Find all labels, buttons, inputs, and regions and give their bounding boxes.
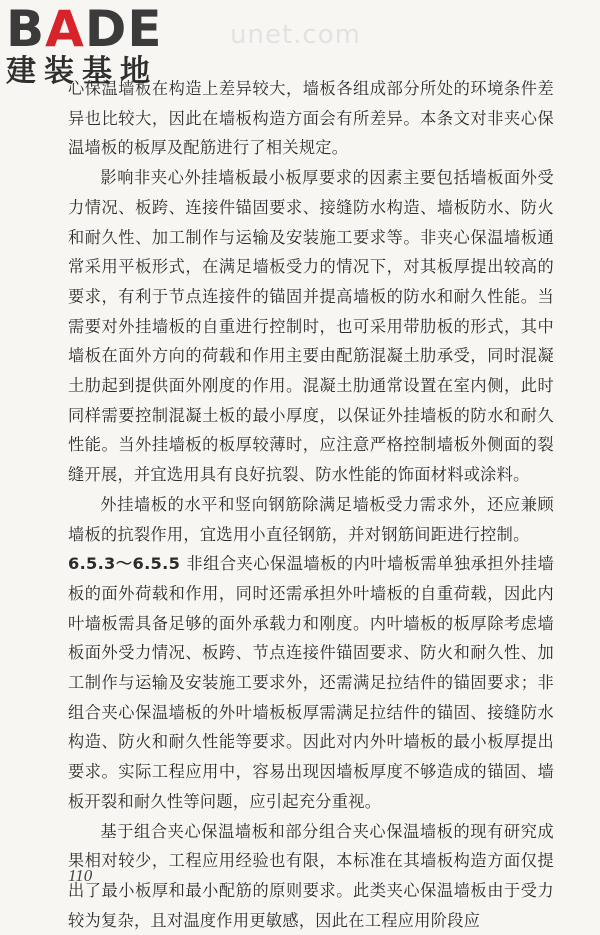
logo-letters-b: B bbox=[6, 0, 46, 58]
paragraph-composite-sandwich: 基于组合夹心保温墙板和部分组合夹心保温墙板的现有研究成果相对较少，工程应用经验也有限，本标准在其墙板构造方面仅提出了最小板厚和最小配筋的原则要求。此类夹心保温墙板由于受力较为复杂，且对温度作用更敏感，因此在工程应用阶段应 bbox=[68, 821, 554, 930]
page-number: 110 bbox=[68, 866, 93, 885]
paragraph-nonsandwich-thickness: 影响非夹心外挂墙板最小板厚要求的因素主要包括墙板面外受力情况、板跨、连接件锚固要求、接缝防水构造、墙板防水、防火和耐久性、加工制作与运输及安装施工要求等。非夹心保温墙板通常采用平板形式，在满足墙板受力的情况下，对其板厚提出较高的要求，有利于节点连接件的锚固并提高墙板的防水和耐久性能。当需要对外挂墙板的自重进行控制时，也可采用带肋板的形式，其中墙板在面外方向的荷载和作用主要由配筋混凝土肋承受，同时混凝土肋起到提供面外刚度的作用。混凝土肋通常设置在室内侧，此时同样需要控制混凝土板的最小厚度，以保证外挂墙板的防水和耐久性能。当外挂墙板的板厚较薄时，应注意严格控制墙板外侧面的裂缝开展，并宜选用具有良好抗裂、防水性能的饰面材料或涂料。 bbox=[68, 168, 554, 485]
logo-subtitle: 建装基地 bbox=[6, 54, 158, 89]
watermark-text: unet.com bbox=[230, 20, 361, 50]
clause-number: 6.5.3～6.5.5 bbox=[68, 554, 181, 574]
logo-letters-de: DE bbox=[84, 0, 163, 58]
paragraph-continuation: 心保温墙板在构造上差异较大，墙板各组成部分所处的环境条件差异也比较大，因此在墙板构造方面会有所差异。本条文对非夹心保温墙板的板厚及配筋进行了相关规定。 bbox=[68, 79, 554, 158]
clause-text: 非组合夹心保温墙板的内叶墙板需单独承担外挂墙板的面外荷载和作用，同时还需承担外叶墙板的自重荷载，因此内叶墙板需具备足够的面外承载力和刚度。内叶墙板的板厚除考虑墙板面外受力情况、板跨、节点连接件锚固要求、防火和耐久性、加工制作与运输及安装施工要求外，还需满足拉结件的锚固要求；非组合夹心保温墙板的外叶墙板板厚需满足拉结件的锚固、接缝防水构造、防火和耐久性能等要求。因此对内外叶墙板的最小板厚提出要求。实际工程应用中，容易出现因墙板厚度不够造成的锚固、墙板开裂和耐久性等问题，应引起充分重视。 bbox=[68, 554, 554, 811]
paragraph-reinforcement: 外挂墙板的水平和竖向钢筋除满足墙板受力需求外，还应兼顾墙板的抗裂作用，宜选用小直径钢筋，并对钢筋间距进行控制。 bbox=[68, 494, 554, 544]
document-body bbox=[68, 74, 554, 935]
clause-6-5-3-to-6-5-5 bbox=[68, 549, 554, 816]
logo-wordmark bbox=[6, 0, 163, 58]
logo-letter-a-accent: A bbox=[45, 0, 85, 58]
